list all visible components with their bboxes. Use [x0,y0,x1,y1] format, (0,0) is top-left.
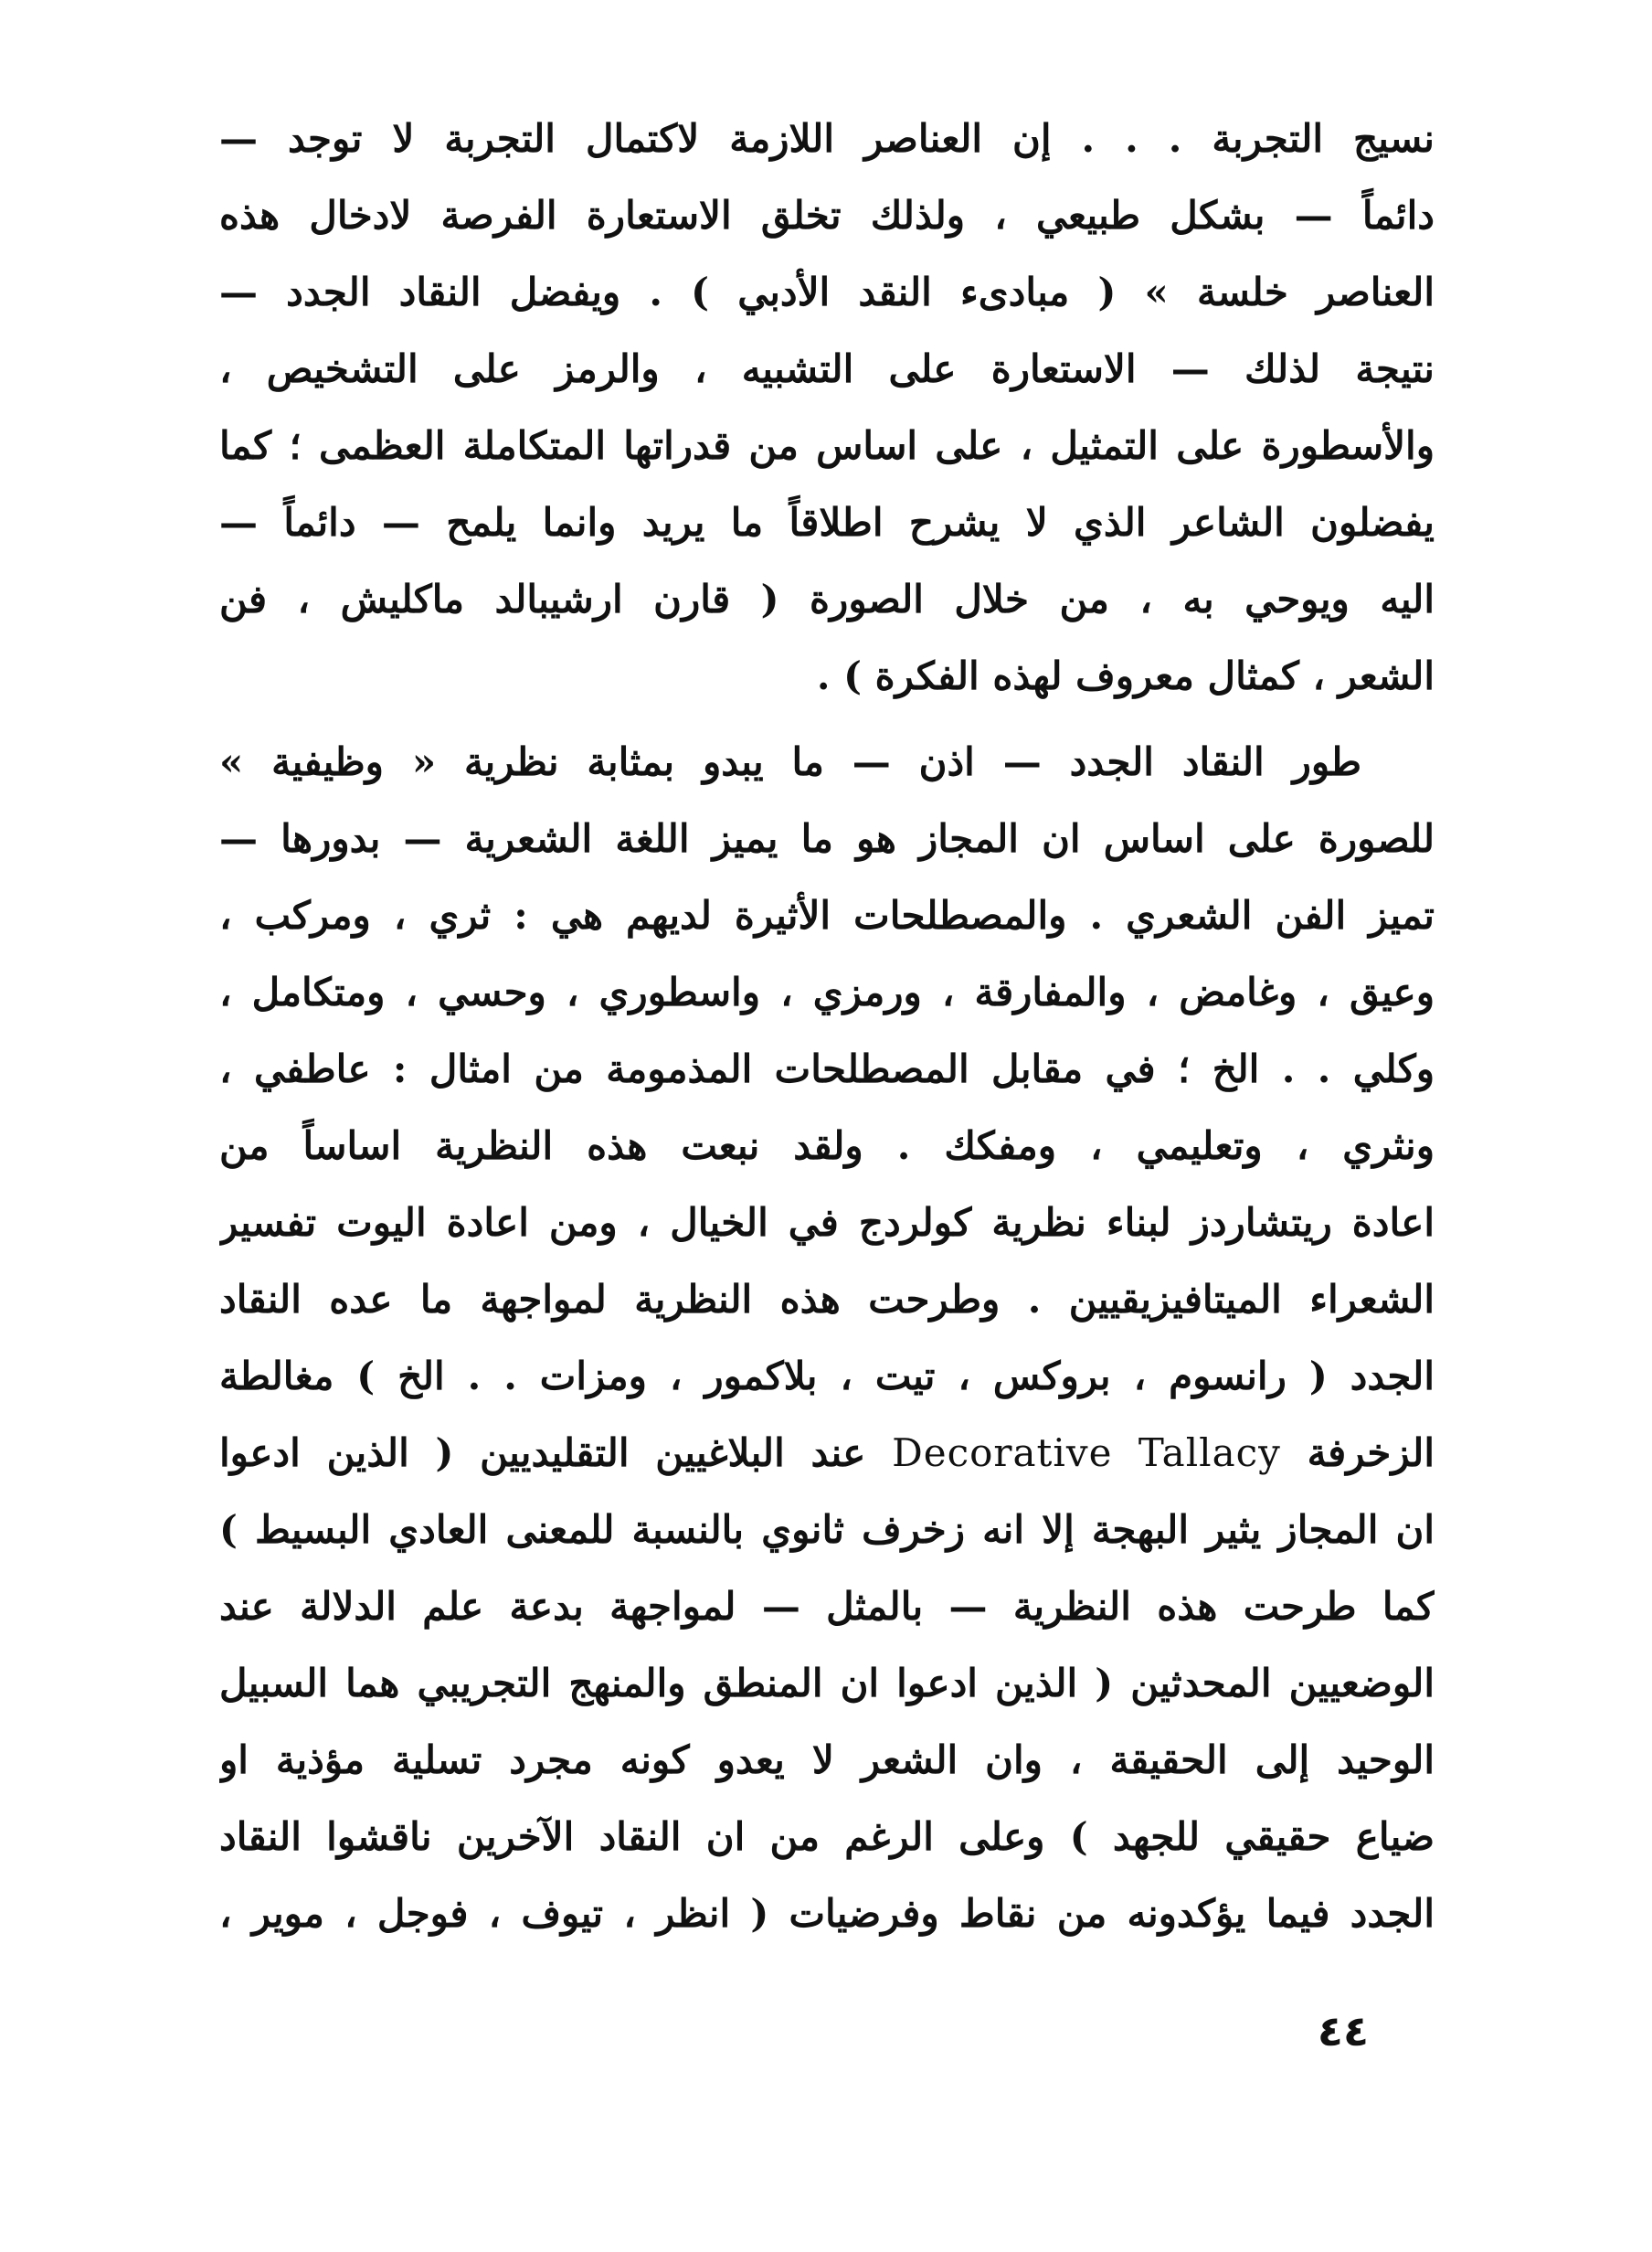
text-line: وعيق ، وغامض ، والمفارقة ، ورمزي ، واسطوري ، وحسي ، ومتكامل ، [219,970,1435,1014]
text-line: نسيج التجربة . . . إن العناصر اللازمة لاكتمال التجربة لا توجد — [219,116,1435,161]
text-line: الجدد فيما يؤكدونه من نقاط وفرضيات ( انظر ، تيوف ، فوجل ، موير ، [219,1891,1435,1936]
text-line: الشعر ، كمثال معروف لهذه الفكرة ) . [816,653,1435,698]
text-line: الجدد ( رانسوم ، بروكس ، تيت ، بلاكمور ، ومزات . . الخ ) مغالطة [219,1354,1435,1398]
text-line: طور النقاد الجدد — اذن — ما يبدو بمثابة نظرية « وظيفية » [219,739,1361,784]
text-line: اعادة ريتشاردز لبناء نظرية كولردج في الخيال ، ومن اعادة اليوت تفسير [219,1200,1435,1245]
text-line: كما طرحت هذه النظرية — بالمثل — لمواجهة بدعة علم الدلالة عند [219,1584,1435,1629]
text-line: والأسطورة على التمثيل ، على اساس من قدراتها المتكاملة العظمى ؛ كما [219,423,1435,468]
latin-term: Decorative Tallacy [892,1430,1281,1475]
text-line: نتيجة لذلك — الاستعارة على التشبيه ، والرمز على التشخيص ، [219,346,1435,391]
text-segment: عند البلاغيين التقليديين ( الذين ادعوا [219,1430,866,1475]
text-line: للصورة على اساس ان المجاز هو ما يميز اللغة الشعرية — بدورها — [219,816,1435,861]
text-line: اليه ويوحي به ، من خلال الصورة ( قارن ارشيبالد ماكليش ، فن [219,577,1435,621]
text-segment: الزخرفة [1307,1430,1435,1475]
paragraph-2 [219,724,1435,1952]
document-page [219,101,1435,1952]
text-line: يفضلون الشاعر الذي لا يشرح اطلاقاً ما يريد وانما يلمح — دائماً — [219,500,1435,545]
page-number: ٤٤ [1317,2006,1370,2055]
text-line-mixed [219,1415,1435,1492]
text-line: الوحيد إلى الحقيقة ، وان الشعر لا يعدو كونه مجرد تسلية مؤذية او [219,1737,1435,1782]
text-line: ونثري ، وتعليمي ، ومفكك . ولقد نبعت هذه النظرية اساساً من [219,1123,1435,1168]
text-line: الشعراء الميتافيزيقيين . وطرحت هذه النظرية لمواجهة ما عده النقاد [219,1277,1435,1322]
text-line: وكلي . . الخ ؛ في مقابل المصطلحات المذمومة من امثال : عاطفي ، [219,1046,1435,1091]
text-line: دائماً — بشكل طبيعي ، ولذلك تخلق الاستعارة الفرصة لادخال هذه [219,193,1435,238]
text-line: الوضعيين المحدثين ( الذين ادعوا ان المنطق والمنهج التجريبي هما السبيل [219,1661,1435,1705]
text-line: تميز الفن الشعري . والمصطلحات الأثيرة لديهم هي : ثري ، ومركب ، [219,893,1435,938]
text-line: العناصر خلسة » ( مبادىء النقد الأدبي ) . ويفضل النقاد الجدد — [219,270,1435,314]
text-line: ان المجاز يثير البهجة إلا انه زخرف ثانوي بالنسبة للمعنى العادي البسيط ) [219,1507,1435,1552]
paragraph-1 [219,101,1435,715]
text-line: ضياع حقيقي للجهد ) وعلى الرغم من ان النقاد الآخرين ناقشوا النقاد [219,1814,1435,1859]
paragraph-gap [219,715,1435,724]
